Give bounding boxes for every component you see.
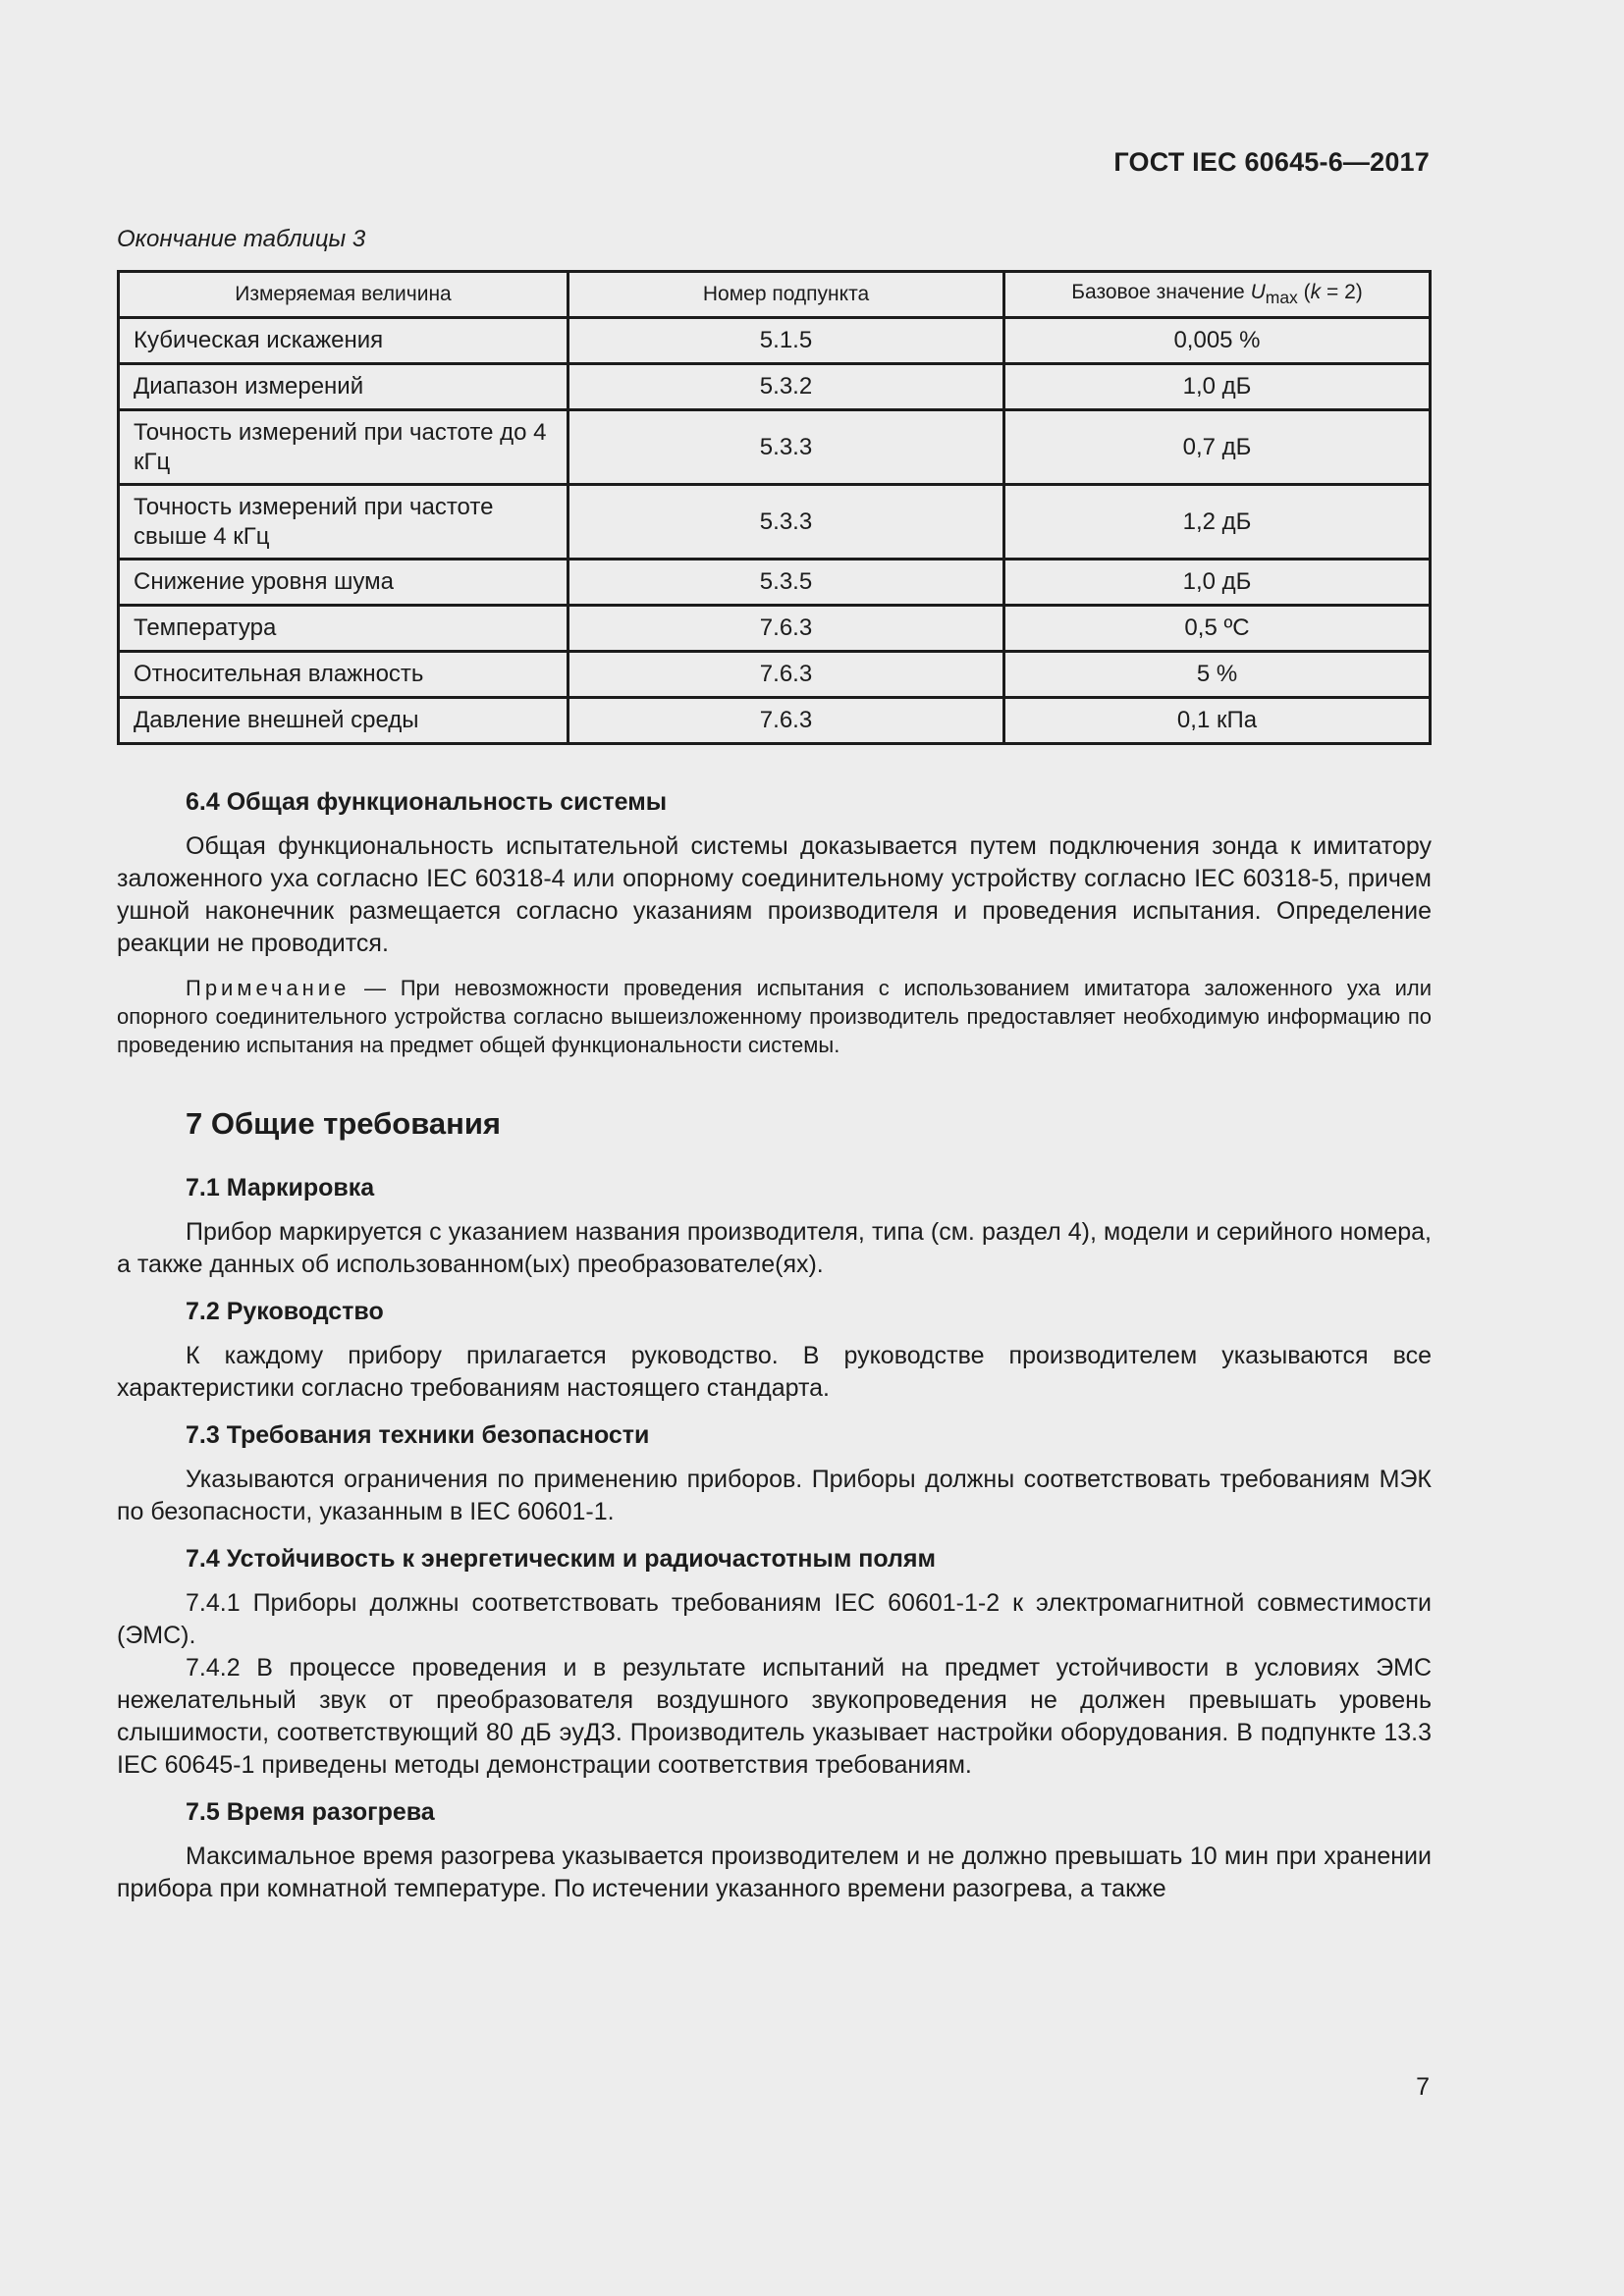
table-row bbox=[119, 410, 1431, 485]
cell-subclause: 5.3.3 bbox=[568, 410, 1004, 485]
document-body bbox=[117, 785, 1432, 1919]
table-row bbox=[119, 652, 1431, 698]
section-heading-7-1: 7.1 Маркировка bbox=[186, 1174, 375, 1201]
section-heading-7-2: 7.2 Руководство bbox=[186, 1298, 384, 1325]
cell-quantity: Давление внешней среды bbox=[119, 698, 568, 744]
section-text-7-5: Максимальное время разогрева указывается производителем и не должно превышать 10 мин при хранении прибора при комнатной температуре. По истечении указанного времени разогрева, а также bbox=[117, 1842, 1432, 1902]
cell-base-value: 0,5 ºС bbox=[1004, 606, 1431, 652]
cell-subclause: 5.1.5 bbox=[568, 318, 1004, 364]
section-note-6-4 bbox=[117, 974, 1432, 1059]
section-text-7-1: Прибор маркируется с указанием названия производителя, типа (см. раздел 4), модели и серийного номера, а также данных об использованном(ых) преобразователе(ях). bbox=[117, 1218, 1432, 1278]
cell-base-value: 0,1 кПа bbox=[1004, 698, 1431, 744]
section-heading-7-5: 7.5 Время разогрева bbox=[186, 1798, 435, 1826]
header-k-value: = 2) bbox=[1321, 280, 1363, 303]
cell-quantity: Снижение уровня шума bbox=[119, 560, 568, 606]
cell-quantity: Диапазон измерений bbox=[119, 364, 568, 410]
cell-subclause: 5.3.2 bbox=[568, 364, 1004, 410]
header-k-symbol: k bbox=[1310, 280, 1322, 303]
page-number: 7 bbox=[1416, 2073, 1430, 2101]
header-subclause: Номер подпункта bbox=[568, 272, 1004, 318]
header-quantity: Измеряемая величина bbox=[119, 272, 568, 318]
cell-subclause: 5.3.3 bbox=[568, 485, 1004, 560]
cell-base-value: 5 % bbox=[1004, 652, 1431, 698]
cell-base-value: 1,0 дБ bbox=[1004, 364, 1431, 410]
table-header-row bbox=[119, 272, 1431, 318]
cell-base-value: 1,0 дБ bbox=[1004, 560, 1431, 606]
section-heading-7-3: 7.3 Требования техники безопасности bbox=[186, 1421, 650, 1449]
section-heading-6-4: 6.4 Общая функциональность системы bbox=[186, 788, 668, 816]
cell-base-value: 1,2 дБ bbox=[1004, 485, 1431, 560]
cell-quantity: Относительная влажность bbox=[119, 652, 568, 698]
cell-quantity: Точность измерений при частоте до 4 кГц bbox=[119, 410, 568, 485]
header-paren-open: ( bbox=[1297, 280, 1311, 303]
cell-subclause: 5.3.5 bbox=[568, 560, 1004, 606]
section-text-7-2: К каждому прибору прилагается руководство. В руководстве производителем указываются все характеристики согласно требованиям настоящего стандарта. bbox=[117, 1342, 1432, 1402]
cell-subclause: 7.6.3 bbox=[568, 652, 1004, 698]
cell-quantity: Температура bbox=[119, 606, 568, 652]
measurement-table bbox=[117, 270, 1432, 745]
cell-subclause: 7.6.3 bbox=[568, 698, 1004, 744]
section-text-7-4-1: 7.4.1 Приборы должны соответствовать требованиям IEC 60601-1-2 к электромагнитной совместимости (ЭМС). bbox=[117, 1589, 1432, 1649]
header-max-subscript: max bbox=[1265, 288, 1298, 308]
table-row bbox=[119, 606, 1431, 652]
section-text-6-4: Общая функциональность испытательной системы доказывается путем подключения зонда к имитатору заложенного уха согласно IEC 60318-4 или опорному соединительному устройству согласно IEC 60318-5, причем ушной наконечник размещается согласно указаниям производителя и проведения испытания. Определение реакции не проводится. bbox=[117, 832, 1432, 957]
cell-quantity: Точность измерений при частоте свыше 4 кГц bbox=[119, 485, 568, 560]
cell-base-value: 0,7 дБ bbox=[1004, 410, 1431, 485]
note-text: — При невозможности проведения испытания с использованием имитатора заложенного уха или опорного соединительного устройства согласно вышеизложенному производитель предоставляет необходимую информацию по проведению испытания на предмет общей функциональности системы. bbox=[117, 976, 1432, 1057]
table-caption: Окончание таблицы 3 bbox=[117, 226, 366, 252]
header-base-value bbox=[1004, 272, 1431, 318]
cell-quantity: Кубическая искажения bbox=[119, 318, 568, 364]
header-u-symbol: U bbox=[1250, 280, 1266, 303]
section-heading-7: 7 Общие требования bbox=[186, 1106, 501, 1141]
table-row bbox=[119, 560, 1431, 606]
cell-subclause: 7.6.3 bbox=[568, 606, 1004, 652]
section-text-7-3: Указываются ограничения по применению приборов. Приборы должны соответствовать требованиям МЭК по безопасности, указанным в IEC 60601-1. bbox=[117, 1466, 1432, 1525]
table-row bbox=[119, 364, 1431, 410]
note-label: Примечание bbox=[186, 976, 351, 1000]
cell-base-value: 0,005 % bbox=[1004, 318, 1431, 364]
document-code: ГОСТ IEC 60645-6—2017 bbox=[1113, 147, 1430, 177]
table-row bbox=[119, 485, 1431, 560]
section-heading-7-4: 7.4 Устойчивость к энергетическим и радиочастотным полям bbox=[186, 1545, 937, 1573]
header-base-value-prefix: Базовое значение bbox=[1071, 280, 1251, 303]
table-row bbox=[119, 698, 1431, 744]
table-row bbox=[119, 318, 1431, 364]
section-text-7-4-2: 7.4.2 В процессе проведения и в результате испытаний на предмет устойчивости в условиях ЭМС нежелательный звук от преобразователя воздушного звукопроведения не должен превышать уровень слышимости, соответствующий 80 дБ эуДЗ. Производитель указывает настройки оборудования. В подпункте 13.3 IEC 60645-1 приведены методы демонстрации соответствия требованиям. bbox=[117, 1654, 1432, 1779]
